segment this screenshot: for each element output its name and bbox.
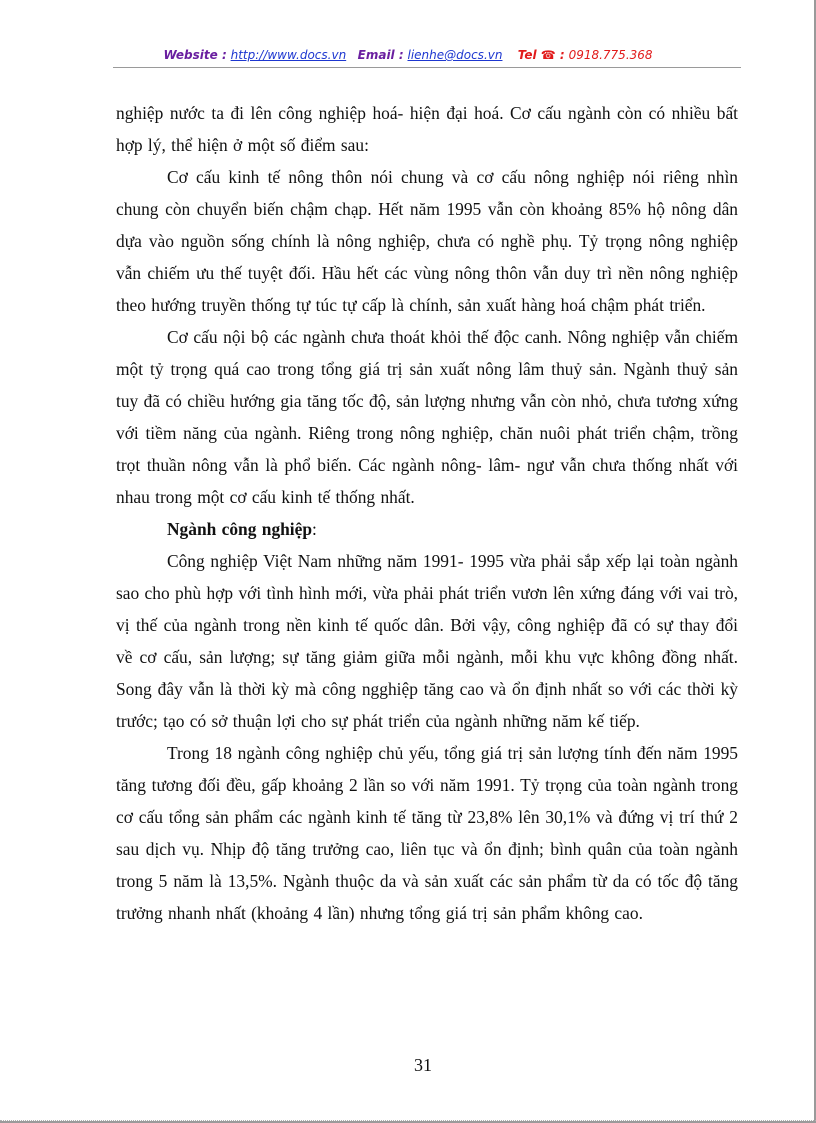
website-label: Website : (163, 48, 227, 62)
page-number: 31 (414, 1055, 432, 1075)
document-body (116, 97, 738, 929)
section-heading: Ngành công nghiệp (167, 519, 313, 539)
website-link[interactable]: http://www.docs.vn (230, 48, 347, 62)
section-heading-colon: : (312, 519, 317, 539)
paragraph: nghiệp nước ta đi lên công nghiệp hoá- hiện đại hoá. Cơ cấu ngành còn có nhiều bất hợp lý, thể hiện ở một số điểm sau: (116, 103, 738, 155)
paragraph: Cơ cấu nội bộ các ngành chưa thoát khỏi thế độc canh. Nông nghiệp vẫn chiếm một tỷ trọng quá cao trong tổng giá trị sản xuất nông lâm thuỷ sản. Ngành thuỷ sản tuy đã có chiều hướng gia tăng tốc độ, sản lượng nhưng vẫn còn nhỏ, chưa tương xứng với tiềm năng của ngành. Riêng trong nông nghiệp, chăn nuôi phát triển chậm, trồng trọt thuần nông vẫn là phổ biến. Các ngành nông- lâm- ngư vẫn chưa thống nhất với nhau trong một cơ cấu kinh tế thống nhất. (116, 327, 738, 507)
email-label: Email : (357, 48, 404, 62)
tel-label: Tel ☎ : (517, 48, 565, 62)
paragraph: Công nghiệp Việt Nam những năm 1991- 1995 vừa phải sắp xếp lại toàn ngành sao cho phù hợp với tình hình mới, vừa phải phát triển vươn lên xứng đáng với vai trò, vị thế của ngành trong nền kinh tế quốc dân. Bởi vậy, công nghiệp đã có sự thay đổi về cơ cấu, sản lượng; sự tăng giảm giữa mỗi ngành, mỗi khu vực không đồng nhất. Song đây vẫn là thời kỳ mà công ngghiệp tăng cao và ổn định nhất so với các thời kỳ trước; tạo có sở thuận lợi cho sự phát triển của ngành những năm kế tiếp. (116, 551, 738, 731)
email-link[interactable]: lienhe@docs.vn (407, 48, 503, 62)
header-divider (113, 67, 741, 68)
paragraph: Cơ cấu kinh tế nông thôn nói chung và cơ cấu nông nghiệp nói riêng nhìn chung còn chuyển biến chậm chạp. Hết năm 1995 vẫn còn khoảng 85% hộ nông dân dựa vào nguồn sống chính là nông nghiệp, chưa có nghề phụ. Tỷ trọng nông nghiệp vẫn chiếm ưu thế tuyệt đối. Hầu hết các vùng nông thôn vẫn duy trì nền nông nghiệp theo hướng truyền thống tự túc tự cấp là chính, sản xuất hàng hoá chậm phát triển. (116, 167, 738, 315)
paragraph: Trong 18 ngành công nghiệp chủ yếu, tổng giá trị sản lượng tính đến năm 1995 tăng tương đối đều, gấp khoảng 2 lần so với năm 1991. Tỷ trọng của toàn ngành trong cơ cấu tổng sản phẩm các ngành kinh tế tăng từ 23,8% lên 30,1% và đứng vị trí thứ 2 sau dịch vụ. Nhịp độ tăng trưởng cao, liên tục và ổn định; bình quân của toàn ngành trong 5 năm là 13,5%. Ngành thuộc da và sản xuất các sản phẩm từ da có tốc độ tăng trưởng nhanh nhất (khoảng 4 lần) nhưng tổng giá trị sản phẩm không cao. (116, 743, 738, 923)
phone-number: 0918.775.368 (568, 48, 653, 62)
page-bottom-border (0, 1120, 816, 1121)
page-header (0, 47, 816, 63)
section-heading-line (116, 513, 738, 545)
